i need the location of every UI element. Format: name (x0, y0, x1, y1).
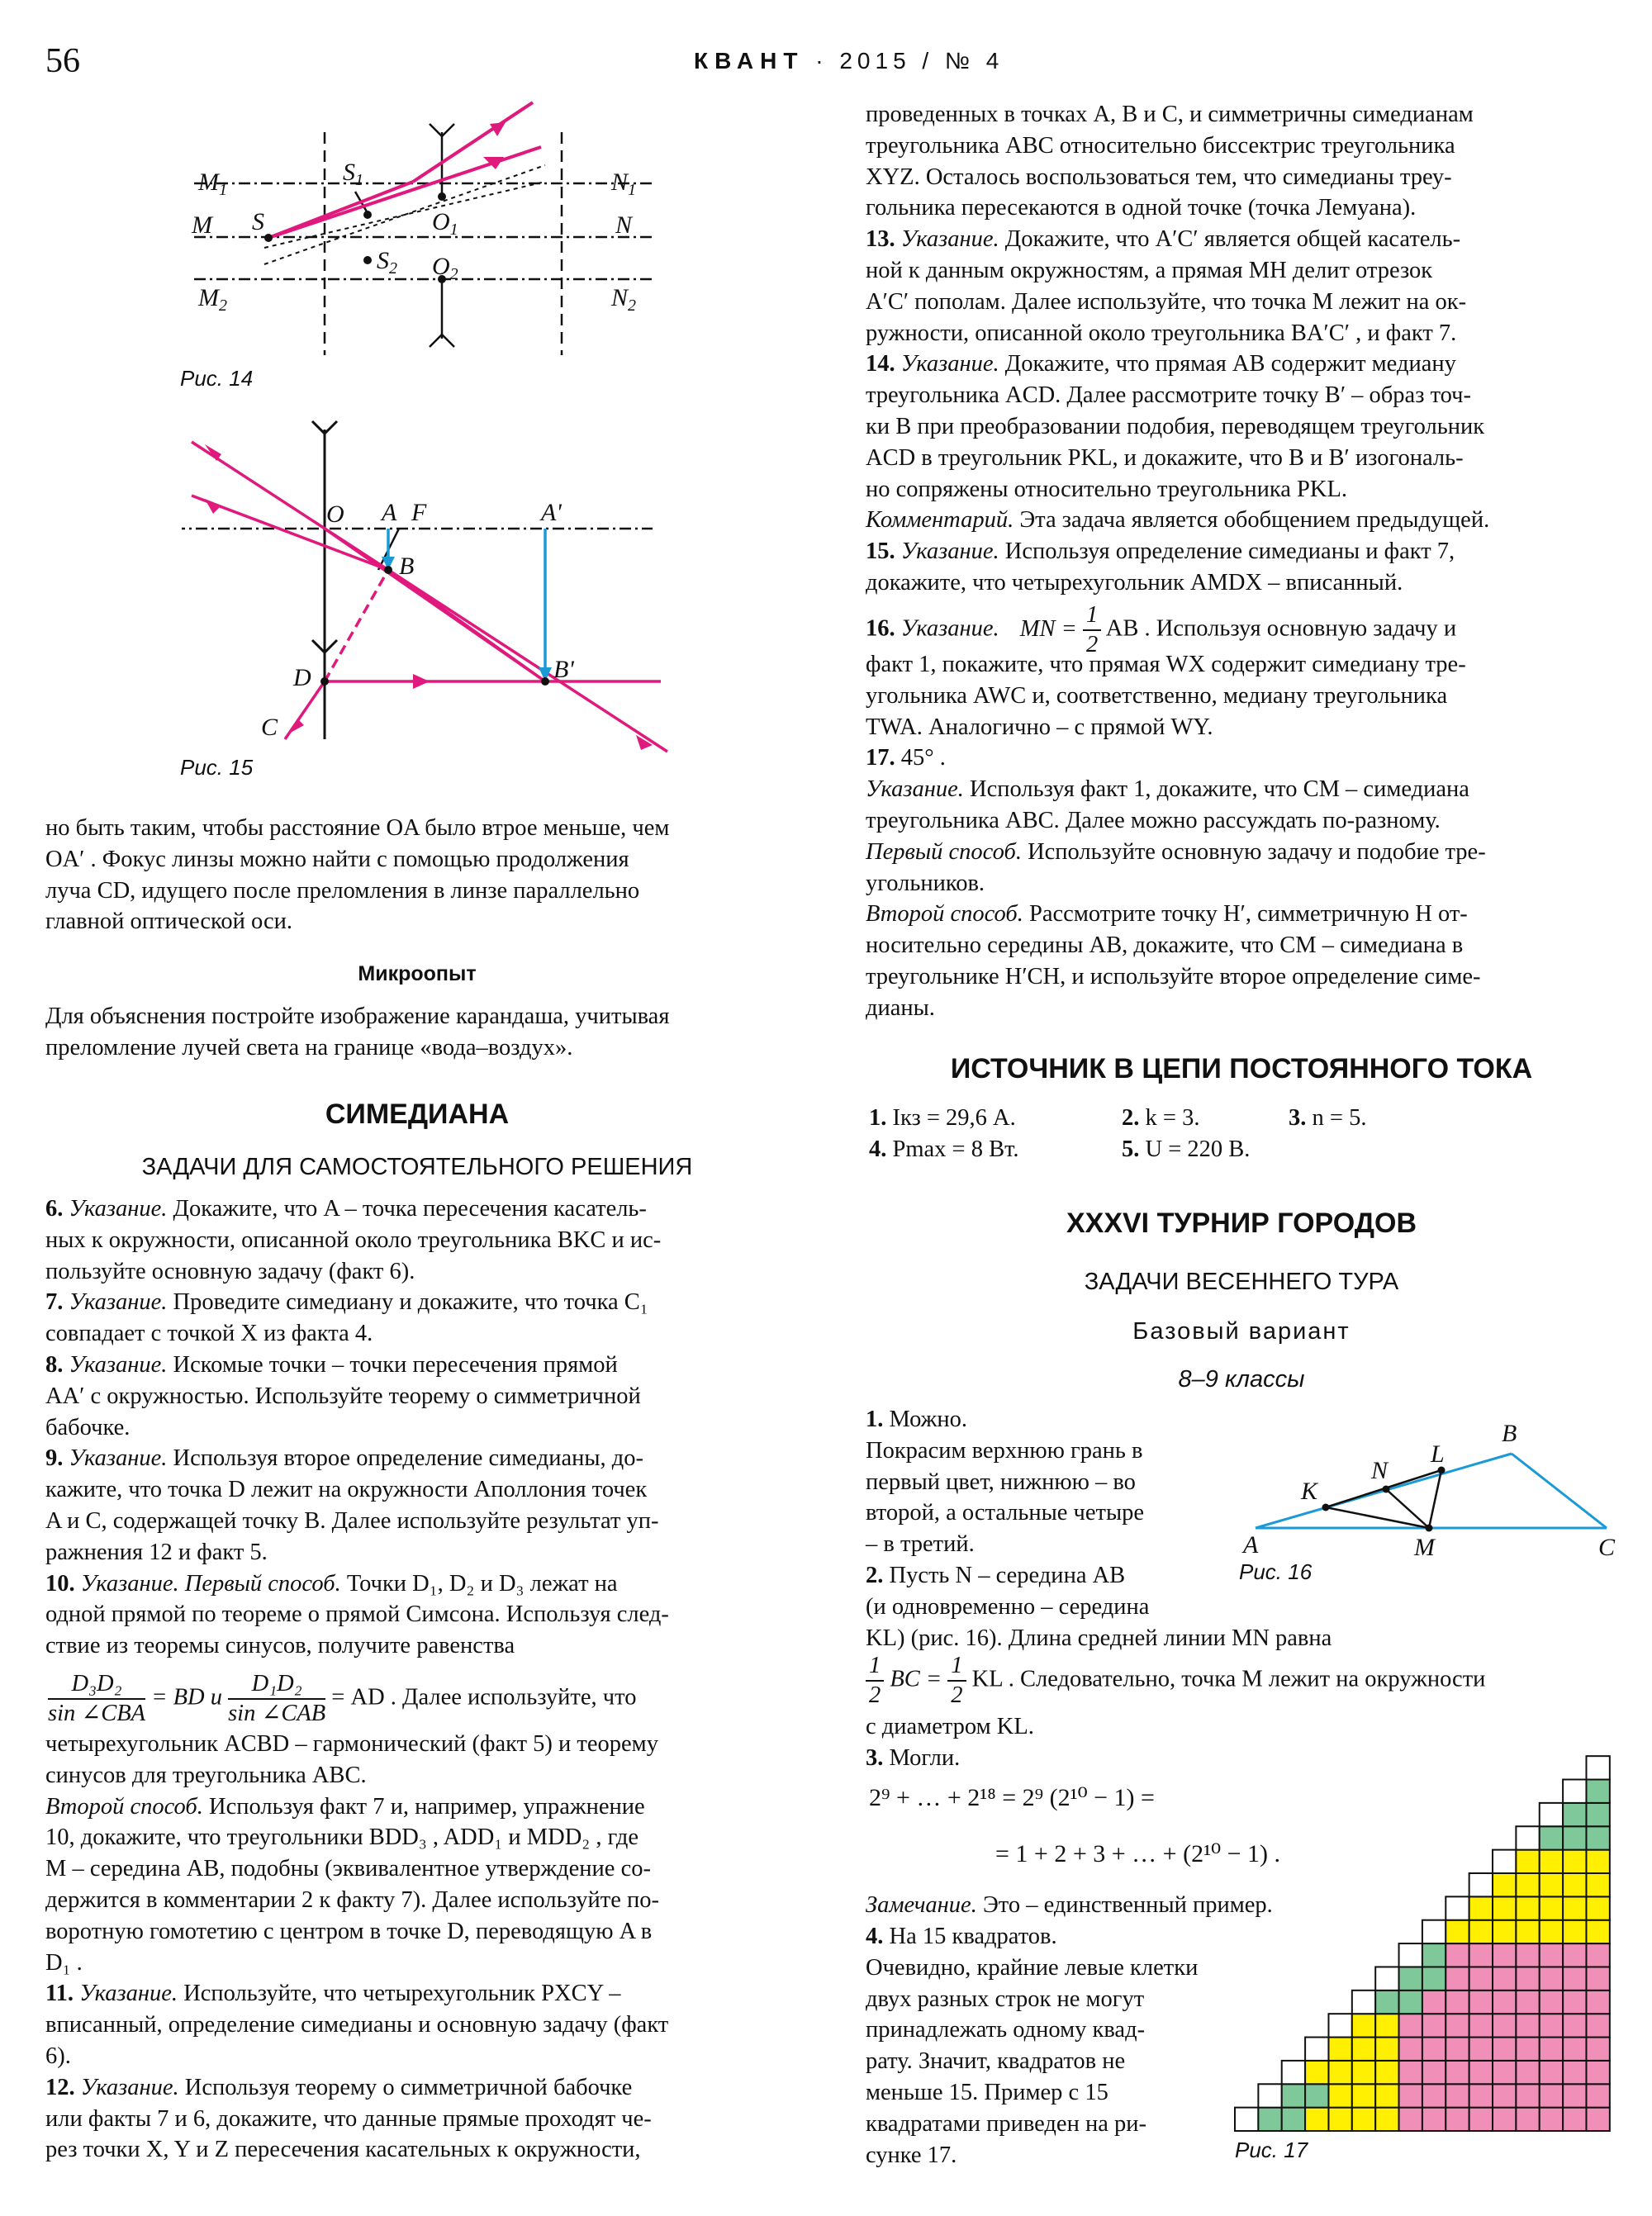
grid-cell (1399, 2038, 1422, 2061)
grid-cell (1258, 2108, 1281, 2131)
figure-14 (182, 91, 677, 380)
grid-cell (1540, 1850, 1563, 1873)
source-ans-5: 5. U = 220 В. (1122, 1136, 1251, 1162)
grid-cell (1446, 2108, 1469, 2131)
text-line: синусов для треугольника ABC. (45, 1762, 367, 1788)
grid-cell (1586, 1756, 1609, 1779)
text-line: 1. Можно. (866, 1407, 967, 1432)
grid-cell (1422, 2084, 1446, 2107)
text-line: воротную гомотетию с центром в точке D, переводящую A в (45, 1918, 653, 1944)
grid-cell (1540, 1920, 1563, 1943)
page-number: 56 (45, 42, 80, 80)
text-line: ствие из теоремы синусов, получите равенства (45, 1633, 515, 1659)
text-line: двух разных строк не могут (866, 1986, 1145, 2012)
left-answers (45, 1193, 789, 1662)
grid-cell (1493, 2084, 1516, 2107)
grid-cell (1235, 2108, 1258, 2131)
grid-cell (1446, 1943, 1469, 1967)
grid-cell (1563, 2108, 1586, 2131)
text-line: – в третий. (866, 1531, 975, 1558)
text-line: 8. Указание. Искомые точки – точки пересечения прямой (45, 1351, 618, 1378)
grid-cell (1516, 1826, 1539, 1849)
svg-text:D: D (293, 664, 311, 691)
text-line: A и C, содержащей точку B. Далее используйте результат уп- (45, 1507, 659, 1534)
text-line: ных к окружности, описанной около треугольника BKC и ис- (45, 1227, 662, 1253)
grid-cell (1516, 2014, 1539, 2037)
grid-cell (1493, 2014, 1516, 2037)
grid-cell (1493, 2038, 1516, 2061)
grid-cell (1446, 1920, 1469, 1943)
grid-cell (1540, 1991, 1563, 2014)
text-line: AA′ с окружностью. Используйте теорему о симметричной (45, 1383, 641, 1409)
text-line: 17. 45° . (866, 745, 946, 771)
text-line: бабочке. (45, 1414, 131, 1440)
text-line: второй, а остальные четыре (866, 1500, 1145, 1526)
grid-cell (1446, 2084, 1469, 2107)
svg-text:N2: $N_2$ (611, 284, 637, 315)
grades: 8–9 классы (1178, 1366, 1305, 1393)
grid-cell (1375, 1991, 1398, 2014)
grid-cell (1586, 1873, 1609, 1896)
text-line: одной прямой по теореме о прямой Симсона. Используя след- (45, 1601, 669, 1628)
source-ans-4: 4. Pmax = 8 Вт. (869, 1136, 1019, 1162)
grid-cell (1540, 2108, 1563, 2131)
grid-cell (1352, 2108, 1375, 2131)
grid-cell (1399, 2061, 1422, 2084)
grid-cell (1446, 1967, 1469, 1990)
grid-cell (1399, 2014, 1422, 2037)
grid-cell (1305, 2084, 1328, 2107)
source-title: ИСТОЧНИК В ЦЕПИ ПОСТОЯННОГО ТОКА (950, 1053, 1533, 1084)
svg-text:K: K (1301, 1478, 1318, 1505)
grid-cell (1375, 1967, 1398, 1990)
grid-cell (1422, 2061, 1446, 2084)
grid-cell (1586, 1943, 1609, 1967)
grid-cell (1375, 2061, 1398, 2084)
grid-cell (1469, 1896, 1493, 1919)
fig16-caption: Рис. 16 (1239, 1559, 1313, 1584)
grid-cell (1493, 1943, 1516, 1967)
figure-16 (1231, 1412, 1635, 1569)
grid-cell (1516, 1873, 1539, 1896)
grid-cell (1563, 1943, 1586, 1967)
t2-end: с диаметром KL. (866, 1714, 1034, 1739)
grid-cell (1422, 2038, 1446, 2061)
journal-header (694, 48, 1004, 74)
fig17-caption: Рис. 17 (1235, 2138, 1308, 2162)
text-line: 4. На 15 квадратов. (866, 1924, 1057, 1949)
svg-text:M1: $M_1$ (198, 168, 227, 199)
text-line: (и одновременно – середина (866, 1593, 1150, 1620)
micro-title: Микроопыт (358, 962, 477, 985)
grid-cell (1540, 1803, 1563, 1826)
grid-cell (1422, 1991, 1446, 2014)
grid-cell (1493, 1920, 1516, 1943)
text-line: 2. Пусть N – середина AB (866, 1563, 1126, 1588)
grid-cell (1586, 1826, 1609, 1849)
svg-text:N: N (1371, 1457, 1389, 1484)
svg-text:O1: $O_1$ (432, 208, 458, 239)
text-line: треугольнике H′CH, и используйте второе определение симе- (866, 963, 1481, 989)
grid-cell (1586, 1896, 1609, 1919)
formula-10: $\frac{\text{D₃D₂}}{\text{sin ∠CBA}}$ = BD и $\frac{\text{D₁D₂}}{\text{sin ∠CAB}}$ = AD . Далее используйте, что (48, 1671, 637, 1726)
spring-title: ЗАДАЧИ ВЕСЕННЕГО ТУРА (1084, 1269, 1399, 1295)
grid-cell (1586, 1991, 1609, 2014)
grid-cell (1563, 1826, 1586, 1849)
text-line: XYZ. Осталось воспользоваться тем, что симедианы треу- (866, 164, 1452, 190)
grid-cell (1399, 1943, 1422, 1967)
grid-cell (1493, 1967, 1516, 1990)
grid-cell (1375, 2084, 1398, 2107)
grid-cell (1563, 1803, 1586, 1826)
grid-cell (1328, 2014, 1351, 2037)
grid-cell (1493, 1873, 1516, 1896)
journal-issue: 2015 / № 4 (839, 48, 1004, 74)
text-line: D₁ . (45, 1949, 83, 1976)
source-ans-1: 1. Iкз = 29,6 А. (869, 1105, 1016, 1131)
tournament-answer-1 (866, 1404, 1246, 1560)
grid-cell (1586, 1850, 1609, 1873)
text-line: совпадает с точкой X из факта 4. (45, 1321, 373, 1347)
grid-cell (1399, 1991, 1422, 2014)
text-line: Комментарий. Эта задача является обобщением предыдущей. (866, 507, 1490, 534)
grid-cell (1352, 1991, 1375, 2014)
grid-cell (1516, 1850, 1539, 1873)
grid-cell (1586, 2061, 1609, 2084)
source-ans-3: 3. n = 5. (1289, 1105, 1367, 1131)
svg-text:C: C (1598, 1534, 1616, 1561)
grid-cell (1540, 1967, 1563, 1990)
grid-cell (1563, 2014, 1586, 2037)
text-line: 6). (45, 2043, 71, 2069)
svg-text:A: A (1243, 1531, 1259, 1559)
text-line: пользуйте основную задачу (факт 6). (45, 1258, 415, 1284)
grid-cell (1493, 2108, 1516, 2131)
grid-cell (1586, 2108, 1609, 2131)
t2-formula: $\frac{1}{2}$ BC = $\frac{1}{2}$ KL . Следовательно, точка M лежит на окружности (866, 1652, 1617, 1710)
grid-cell (1446, 2014, 1469, 2037)
text-line: факт 1, покажите, что прямая WX содержит симедиану тре- (866, 652, 1466, 677)
text-line: TWA. Аналогично – с прямой WY. (866, 714, 1213, 740)
svg-text:S1: $S_1$ (343, 159, 363, 189)
grid-cell (1540, 2084, 1563, 2107)
grid-cell (1469, 2014, 1493, 2037)
text-line: угольников. (866, 870, 985, 896)
text-line: 7. Указание. Проведите симедиану и докажите, что точка C₁ (45, 1289, 648, 1316)
text-line: Второй способ. Используя факт 7 и, например, упражнение (45, 1793, 645, 1820)
text-line: четырехугольник ACBD – гармонический (факт 5) и теорему (45, 1731, 658, 1757)
text-line: вписанный, определение симедианы и основную задачу (факт (45, 2012, 669, 2038)
text-line: 12. Указание. Используя теорему о симметричной бабочке (45, 2074, 633, 2100)
grid-cell (1586, 2014, 1609, 2037)
text-line: квадратами приведен на ри- (866, 2110, 1146, 2137)
svg-text:L: L (1431, 1440, 1445, 1468)
grid-cell (1586, 1967, 1609, 1990)
svg-text:O2: $O_2$ (432, 253, 458, 283)
grid-cell (1352, 2061, 1375, 2084)
text-line: принадлежать одному квад- (866, 2017, 1146, 2043)
grid-cell (1375, 2108, 1398, 2131)
svg-text:B: B (399, 553, 415, 580)
text-line: 10. Указание. Первый способ. Точки D₁, D₂ и D₃ лежат на (45, 1570, 618, 1597)
grid-cell (1563, 1967, 1586, 1990)
svg-text:S2: $S_2$ (377, 247, 397, 278)
text-line: ружности, описанной около треугольника BA′C′ , и факт 7. (866, 320, 1457, 346)
text-line: Первый способ. Используйте основную задачу и подобие тре- (866, 838, 1486, 865)
grid-cell (1540, 2061, 1563, 2084)
grid-cell (1493, 1896, 1516, 1919)
text-line: ки B при преобразовании подобия, переводящем треугольник (866, 413, 1485, 439)
grid-cell (1375, 2014, 1398, 2037)
figure-17 (1231, 1743, 1619, 2147)
right-answers-3 (866, 649, 1617, 1024)
grid-cell (1563, 1873, 1586, 1896)
grid-cell (1328, 2084, 1351, 2107)
text-line: ной к данным окружностям, а прямая MH делит отрезок (866, 257, 1433, 283)
grid-cell (1469, 1967, 1493, 1990)
text-line: 15. Указание. Используя определение симедианы и факт 7, (866, 539, 1455, 565)
right-answers (866, 99, 1617, 599)
text-line: сунке 17. (866, 2142, 957, 2168)
grid-cell (1422, 2108, 1446, 2131)
text-line: носительно середины AB, докажите, что CM – симедиана в (866, 932, 1464, 959)
svg-text:S: S (252, 208, 264, 235)
svg-text:A: A (382, 499, 397, 526)
text-line: докажите, что четырехугольник AMDX – вписанный. (866, 569, 1403, 596)
text-line: Указание. Используя факт 1, докажите, что CM – симедиана (866, 776, 1469, 803)
grid-cell (1422, 1943, 1446, 1967)
fig15-caption: Рис. 15 (180, 755, 254, 780)
grid-cell (1305, 2108, 1328, 2131)
side-BC (1512, 1454, 1607, 1528)
text-line: 14. Указание. Докажите, что прямая AB содержит медиану (866, 351, 1456, 377)
svg-text:C: C (261, 714, 278, 741)
grid-cell (1563, 1920, 1586, 1943)
tournament-answer-4 (866, 1921, 1237, 2171)
symmed-title: СИМЕДИАНА (325, 1099, 510, 1130)
text-line: 9. Указание. Используя второе определение симедианы, до- (45, 1445, 644, 1472)
grid-cell (1352, 2038, 1375, 2061)
text-line: M – середина AB, подобны (эквивалентное утверждение со- (45, 1856, 651, 1882)
grid-cell (1399, 2084, 1422, 2107)
text-line: Очевидно, крайние левые клетки (866, 1954, 1199, 1981)
grid-cell (1516, 2084, 1539, 2107)
svg-text:M2: $M_2$ (198, 284, 227, 315)
grid-cell (1446, 1991, 1469, 2014)
svg-text:B': B' (553, 656, 574, 683)
grid-cell (1422, 2014, 1446, 2037)
grid-cell (1563, 2084, 1586, 2107)
grid-cell (1586, 2084, 1609, 2107)
grid-cell (1422, 1967, 1446, 1990)
text-line: Второй способ. Рассмотрите точку H′, симметричную H от- (866, 901, 1468, 928)
grid-cell (1469, 2061, 1493, 2084)
grid-cell (1563, 1850, 1586, 1873)
grid-cell (1258, 2084, 1281, 2107)
text-line: ACD в треугольник PKL, и докажите, что B и B′ изогональ- (866, 444, 1464, 471)
text-line: или факты 7 и 6, докажите, что данные прямые проходят че- (45, 2105, 652, 2132)
grid-cell (1446, 2061, 1469, 2084)
grid-cell (1305, 2061, 1328, 2084)
grid-cell (1586, 2038, 1609, 2061)
symmed-subtitle: ЗАДАЧИ ДЛЯ САМОСТОЯТЕЛЬНОГО РЕШЕНИЯ (141, 1154, 693, 1180)
text-line: KL) (рис. 16). Длина средней линии MN равна (866, 1625, 1332, 1651)
svg-text:M: M (1414, 1534, 1435, 1561)
grid-cell (1469, 1920, 1493, 1943)
text-line: 11. Указание. Используйте, что четырехугольник PXCY – (45, 1981, 621, 2007)
grid-cell (1540, 2014, 1563, 2037)
grid-cell (1540, 1943, 1563, 1967)
grid-cell (1586, 1803, 1609, 1826)
grid-cell (1469, 2108, 1493, 2131)
text-line: держится в комментарии 2 к факту 7). Далее используйте по- (45, 1886, 660, 1913)
grid-cell (1516, 1943, 1539, 1967)
grid-cell (1469, 2084, 1493, 2107)
grid-cell (1493, 1850, 1516, 1873)
grid-cell (1469, 1873, 1493, 1896)
grid-cell (1540, 1896, 1563, 1919)
t3-note: Замечание. Это – единственный пример. (866, 1892, 1273, 1918)
svg-text:O: O (326, 501, 344, 528)
grid-cell (1328, 2038, 1351, 2061)
text-line: Покрасим верхнюю грань в (866, 1437, 1143, 1464)
grid-cell (1586, 1920, 1609, 1943)
tournament-title: XXXVI ТУРНИР ГОРОДОВ (1066, 1208, 1417, 1239)
text-line: 10, докажите, что треугольники BDD₃ , ADD₁ и MDD₂ , где (45, 1825, 639, 1851)
grid-cell (1516, 2061, 1539, 2084)
grid-cell (1399, 1967, 1422, 1990)
grid-cell (1586, 1780, 1609, 1803)
grid-cell (1540, 2038, 1563, 2061)
svg-text:B: B (1502, 1420, 1517, 1447)
text-line: проведенных в точках A, B и C, и симметричны симедианам (866, 102, 1474, 127)
grid-cell (1563, 1780, 1586, 1803)
grid-cell (1422, 1920, 1446, 1943)
t3-formula-1: 2⁹ + … + 2¹⁸ = 2⁹ (2¹⁰ − 1) = (869, 1784, 1155, 1811)
svg-text:M: M (192, 211, 212, 239)
text-line: угольника AWC и, соответственно, медиану треугольника (866, 682, 1448, 709)
grid-cell (1352, 2014, 1375, 2037)
grid-cell (1516, 2038, 1539, 2061)
text-line: дианы. (866, 994, 935, 1021)
grid-cell (1493, 1991, 1516, 2014)
grid-cell (1469, 2038, 1493, 2061)
t3-header: 3. Могли. (866, 1745, 961, 1771)
grid-cell (1516, 1896, 1539, 1919)
left-answers-2 (45, 1729, 789, 2166)
grid-cell (1516, 1967, 1539, 1990)
base-variant: Базовый вариант (1132, 1318, 1351, 1345)
text-line: рез точки X, Y и Z пересечения касательных к окружности, (45, 2137, 641, 2163)
text-line: 13. Указание. Докажите, что A′C′ является общей касатель- (866, 226, 1461, 253)
grid-cell (1563, 1896, 1586, 1919)
grid-cell (1516, 1991, 1539, 2014)
source-ans-2: 2. k = 3. (1122, 1105, 1200, 1131)
text-line: треугольника ABC относительно биссектрис треугольника (866, 132, 1455, 159)
grid-cell (1399, 2108, 1422, 2131)
grid-cell (1540, 1826, 1563, 1849)
grid-cell (1282, 2108, 1305, 2131)
grid-cell (1563, 2061, 1586, 2084)
grid-cell (1563, 2038, 1586, 2061)
grid-cell (1563, 1991, 1586, 2014)
figure-15 (182, 413, 677, 760)
grid-cell (1446, 1896, 1469, 1919)
micro-text: Для объяснения постройте изображение карандаша, учитывая преломление лучей света на границе «вода–воздух». (45, 1004, 670, 1061)
text-line: меньше 15. Пример с 15 (866, 2079, 1108, 2105)
text-line: кажите, что точка D лежит на окружности Аполлония точек (45, 1477, 648, 1503)
grid-cell (1375, 2038, 1398, 2061)
grid-cell (1282, 2061, 1305, 2084)
text-line: треугольника ACD. Далее рассмотрите точку B′ – образ точ- (866, 382, 1471, 409)
grid-cell (1352, 2084, 1375, 2107)
text-line: первый цвет, нижнюю – во (866, 1469, 1136, 1495)
answer-16: 16. Указание. MN = $\frac{1}{2}$ AB . Используя основную задачу и (866, 602, 1457, 657)
left-intro: но быть таким, чтобы расстояние OA было втрое меньше, чем OA′ . Фокус линзы можно найти с помощью продолжения луча CD, идущего после преломления в линзе параллельно главной оптической оси. (45, 815, 670, 935)
text-line: ражнения 12 и факт 5. (45, 1539, 268, 1565)
grid-cell (1282, 2084, 1305, 2107)
svg-text:F: F (411, 499, 427, 526)
svg-text:N1: $N_1$ (611, 168, 637, 199)
fig14-caption: Рис. 14 (180, 366, 254, 391)
grid-cell (1469, 1943, 1493, 1967)
grid-cell (1469, 1991, 1493, 2014)
grid-cell (1305, 2038, 1328, 2061)
svg-text:N: N (615, 211, 633, 239)
grid-cell (1328, 2108, 1351, 2131)
grid-cell (1540, 1873, 1563, 1896)
text-line: рату. Значит, квадратов не (866, 2048, 1126, 2075)
header-sep: · (815, 48, 828, 74)
grid-cell (1328, 2061, 1351, 2084)
ray-1 (192, 442, 667, 752)
text-line: треугольника ABC. Далее можно рассуждать по-разному. (866, 807, 1441, 833)
grid-cell (1493, 2061, 1516, 2084)
grid-cell (1516, 1920, 1539, 1943)
svg-text:A': A' (541, 499, 562, 526)
journal-name: КВАНТ (694, 48, 805, 74)
grid-cell (1516, 2108, 1539, 2131)
grid-cell (1446, 2038, 1469, 2061)
text-line: 6. Указание. Докажите, что A – точка пересечения касатель- (45, 1196, 647, 1222)
text-line: но сопряжены относительно треугольника PKL. (866, 476, 1347, 502)
text-line: гольника пересекаются в одной точке (точка Лемуана). (866, 195, 1417, 221)
text-line: A′C′ пополам. Далее используйте, что точка M лежит на ок- (866, 288, 1467, 315)
t3-formula-2: = 1 + 2 + 3 + … + (2¹⁰ − 1) . (995, 1840, 1281, 1867)
